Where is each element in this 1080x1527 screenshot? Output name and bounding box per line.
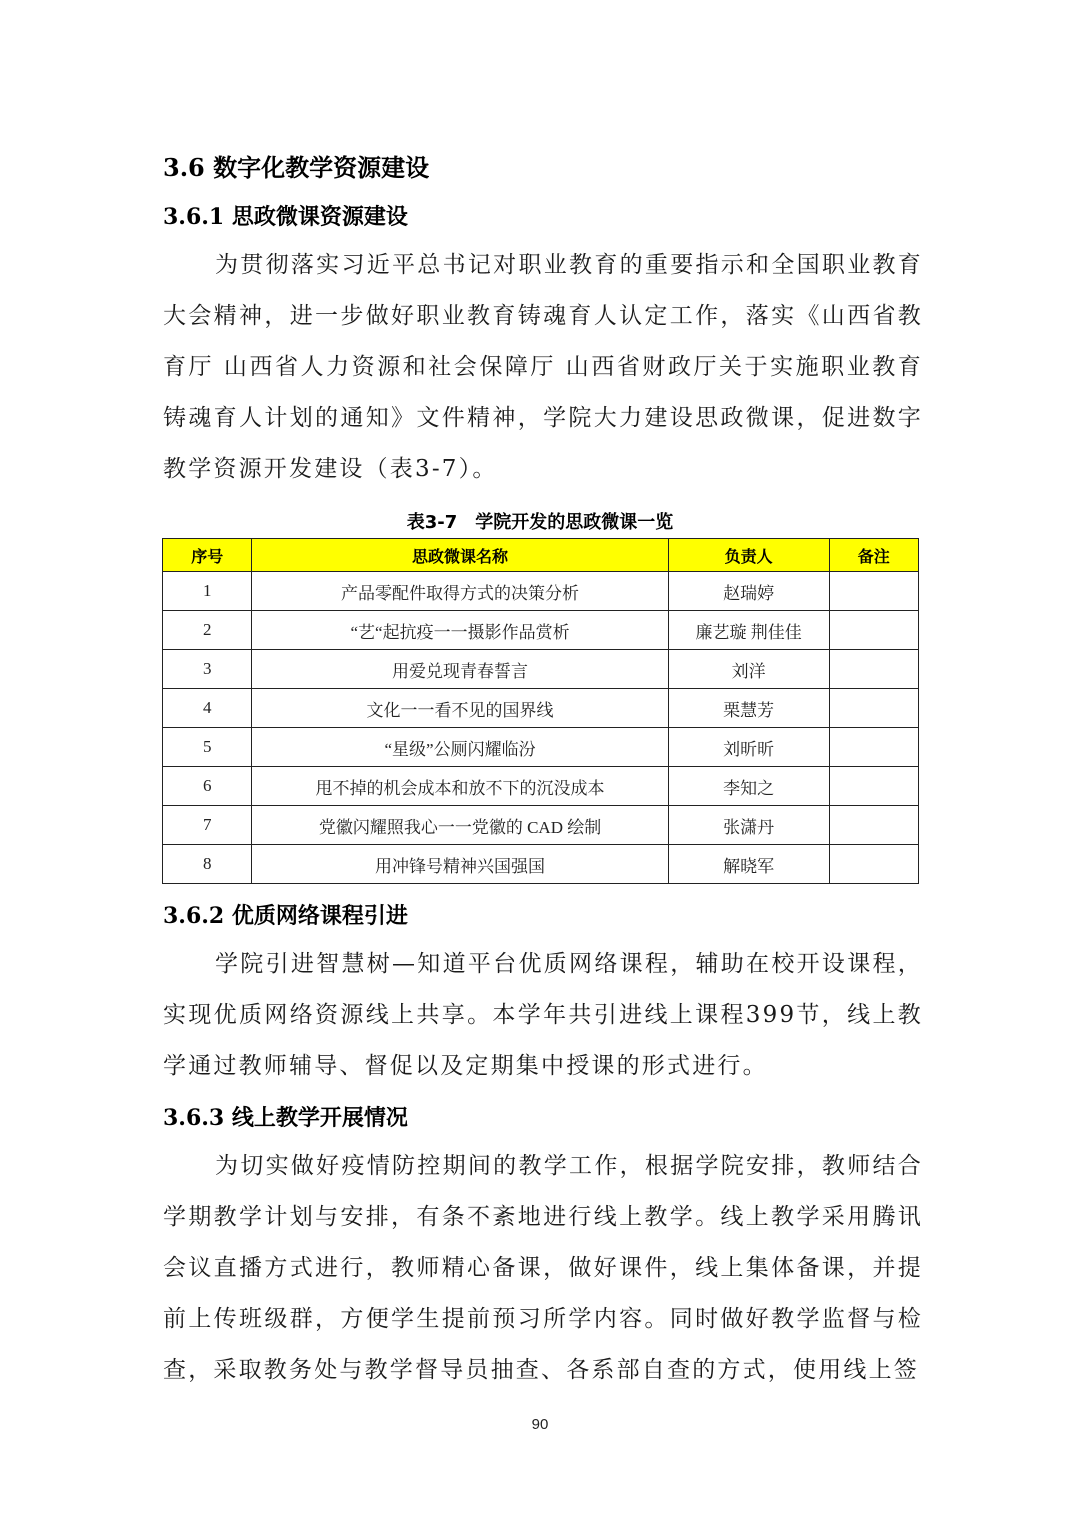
subsection-heading-3-6-2: 3.6.2 优质网络课程引进	[163, 903, 408, 929]
cell-index: 1	[163, 572, 252, 611]
page-number: 90	[531, 1416, 549, 1433]
cell-remarks	[829, 572, 918, 611]
cell-remarks	[829, 845, 918, 884]
paragraph-3-6-3: 为切实做好疫情防控期间的教学工作，根据学院安排，教师结合学期教学计划与安排，有条不紊地进行线上教学。线上教学采用腾讯会议直播方式进行，教师精心备课，做好课件，线上集体备课，并提前上传班级群，方便学生提前预习所学内容。同时做好教学监督与检查，采取教务处与教学督导员抽查、各系部自查的方式，使用线上签	[163, 1153, 923, 1383]
cell-person: 解晓军	[668, 845, 829, 884]
cell-index: 5	[163, 728, 252, 767]
micro-course-table	[162, 538, 919, 884]
table-row	[163, 611, 919, 650]
header-index: 序号	[163, 539, 252, 572]
cell-remarks	[829, 611, 918, 650]
cell-course-name: “星级”公厕闪耀临汾	[252, 728, 668, 767]
table-header-row	[163, 539, 919, 572]
cell-remarks	[829, 728, 918, 767]
cell-person: 李知之	[668, 767, 829, 806]
header-person: 负责人	[668, 539, 829, 572]
cell-index: 6	[163, 767, 252, 806]
cell-person: 刘昕昕	[668, 728, 829, 767]
cell-course-name: 用爱兑现青春誓言	[252, 650, 668, 689]
table-row	[163, 845, 919, 884]
cell-person: 张潇丹	[668, 806, 829, 845]
cell-remarks	[829, 650, 918, 689]
cell-course-name: 用冲锋号精神兴国强国	[252, 845, 668, 884]
cell-person: 赵瑞婷	[668, 572, 829, 611]
cell-person: 刘洋	[668, 650, 829, 689]
cell-person: 廉艺璇 荆佳佳	[668, 611, 829, 650]
subsection-heading-3-6-3: 3.6.3 线上教学开展情况	[163, 1105, 408, 1131]
section-heading: 3.6 数字化教学资源建设	[163, 153, 430, 182]
subsection-heading-3-6-1: 3.6.1 思政微课资源建设	[163, 204, 408, 230]
cell-course-name: 文化一一看不见的国界线	[252, 689, 668, 728]
table-caption: 表3-7 学院开发的思政微课一览	[406, 512, 674, 533]
cell-course-name: “艺“起抗疫一一摄影作品赏析	[252, 611, 668, 650]
cell-course-name: 甩不掉的机会成本和放不下的沉没成本	[252, 767, 668, 806]
table-row	[163, 767, 919, 806]
table-row	[163, 572, 919, 611]
paragraph-3-6-1: 为贯彻落实习近平总书记对职业教育的重要指示和全国职业教育大会精神，进一步做好职业教育铸魂育人认定工作，落实《山西省教育厅 山西省人力资源和社会保障厅 山西省财政厅关于实施职业教育铸魂育人计划的通知》文件精神，学院大力建设思政微课，促进数字教学资源开发建设（表3-7）。	[163, 252, 923, 482]
paragraph-3-6-2: 学院引进智慧树—知道平台优质网络课程，辅助在校开设课程，实现优质网络资源线上共享。本学年共引进线上课程399节，线上教学通过教师辅导、督促以及定期集中授课的形式进行。	[163, 951, 923, 1079]
cell-person: 栗慧芳	[668, 689, 829, 728]
cell-course-name: 产品零配件取得方式的决策分析	[252, 572, 668, 611]
cell-index: 7	[163, 806, 252, 845]
cell-course-name: 党徽闪耀照我心一一党徽的 CAD 绘制	[252, 806, 668, 845]
table-row	[163, 806, 919, 845]
header-remarks: 备注	[829, 539, 918, 572]
table-row	[163, 728, 919, 767]
cell-remarks	[829, 767, 918, 806]
cell-index: 2	[163, 611, 252, 650]
cell-remarks	[829, 689, 918, 728]
table-row	[163, 689, 919, 728]
cell-index: 3	[163, 650, 252, 689]
cell-index: 4	[163, 689, 252, 728]
cell-remarks	[829, 806, 918, 845]
table-row	[163, 650, 919, 689]
cell-index: 8	[163, 845, 252, 884]
header-course-name: 思政微课名称	[252, 539, 668, 572]
